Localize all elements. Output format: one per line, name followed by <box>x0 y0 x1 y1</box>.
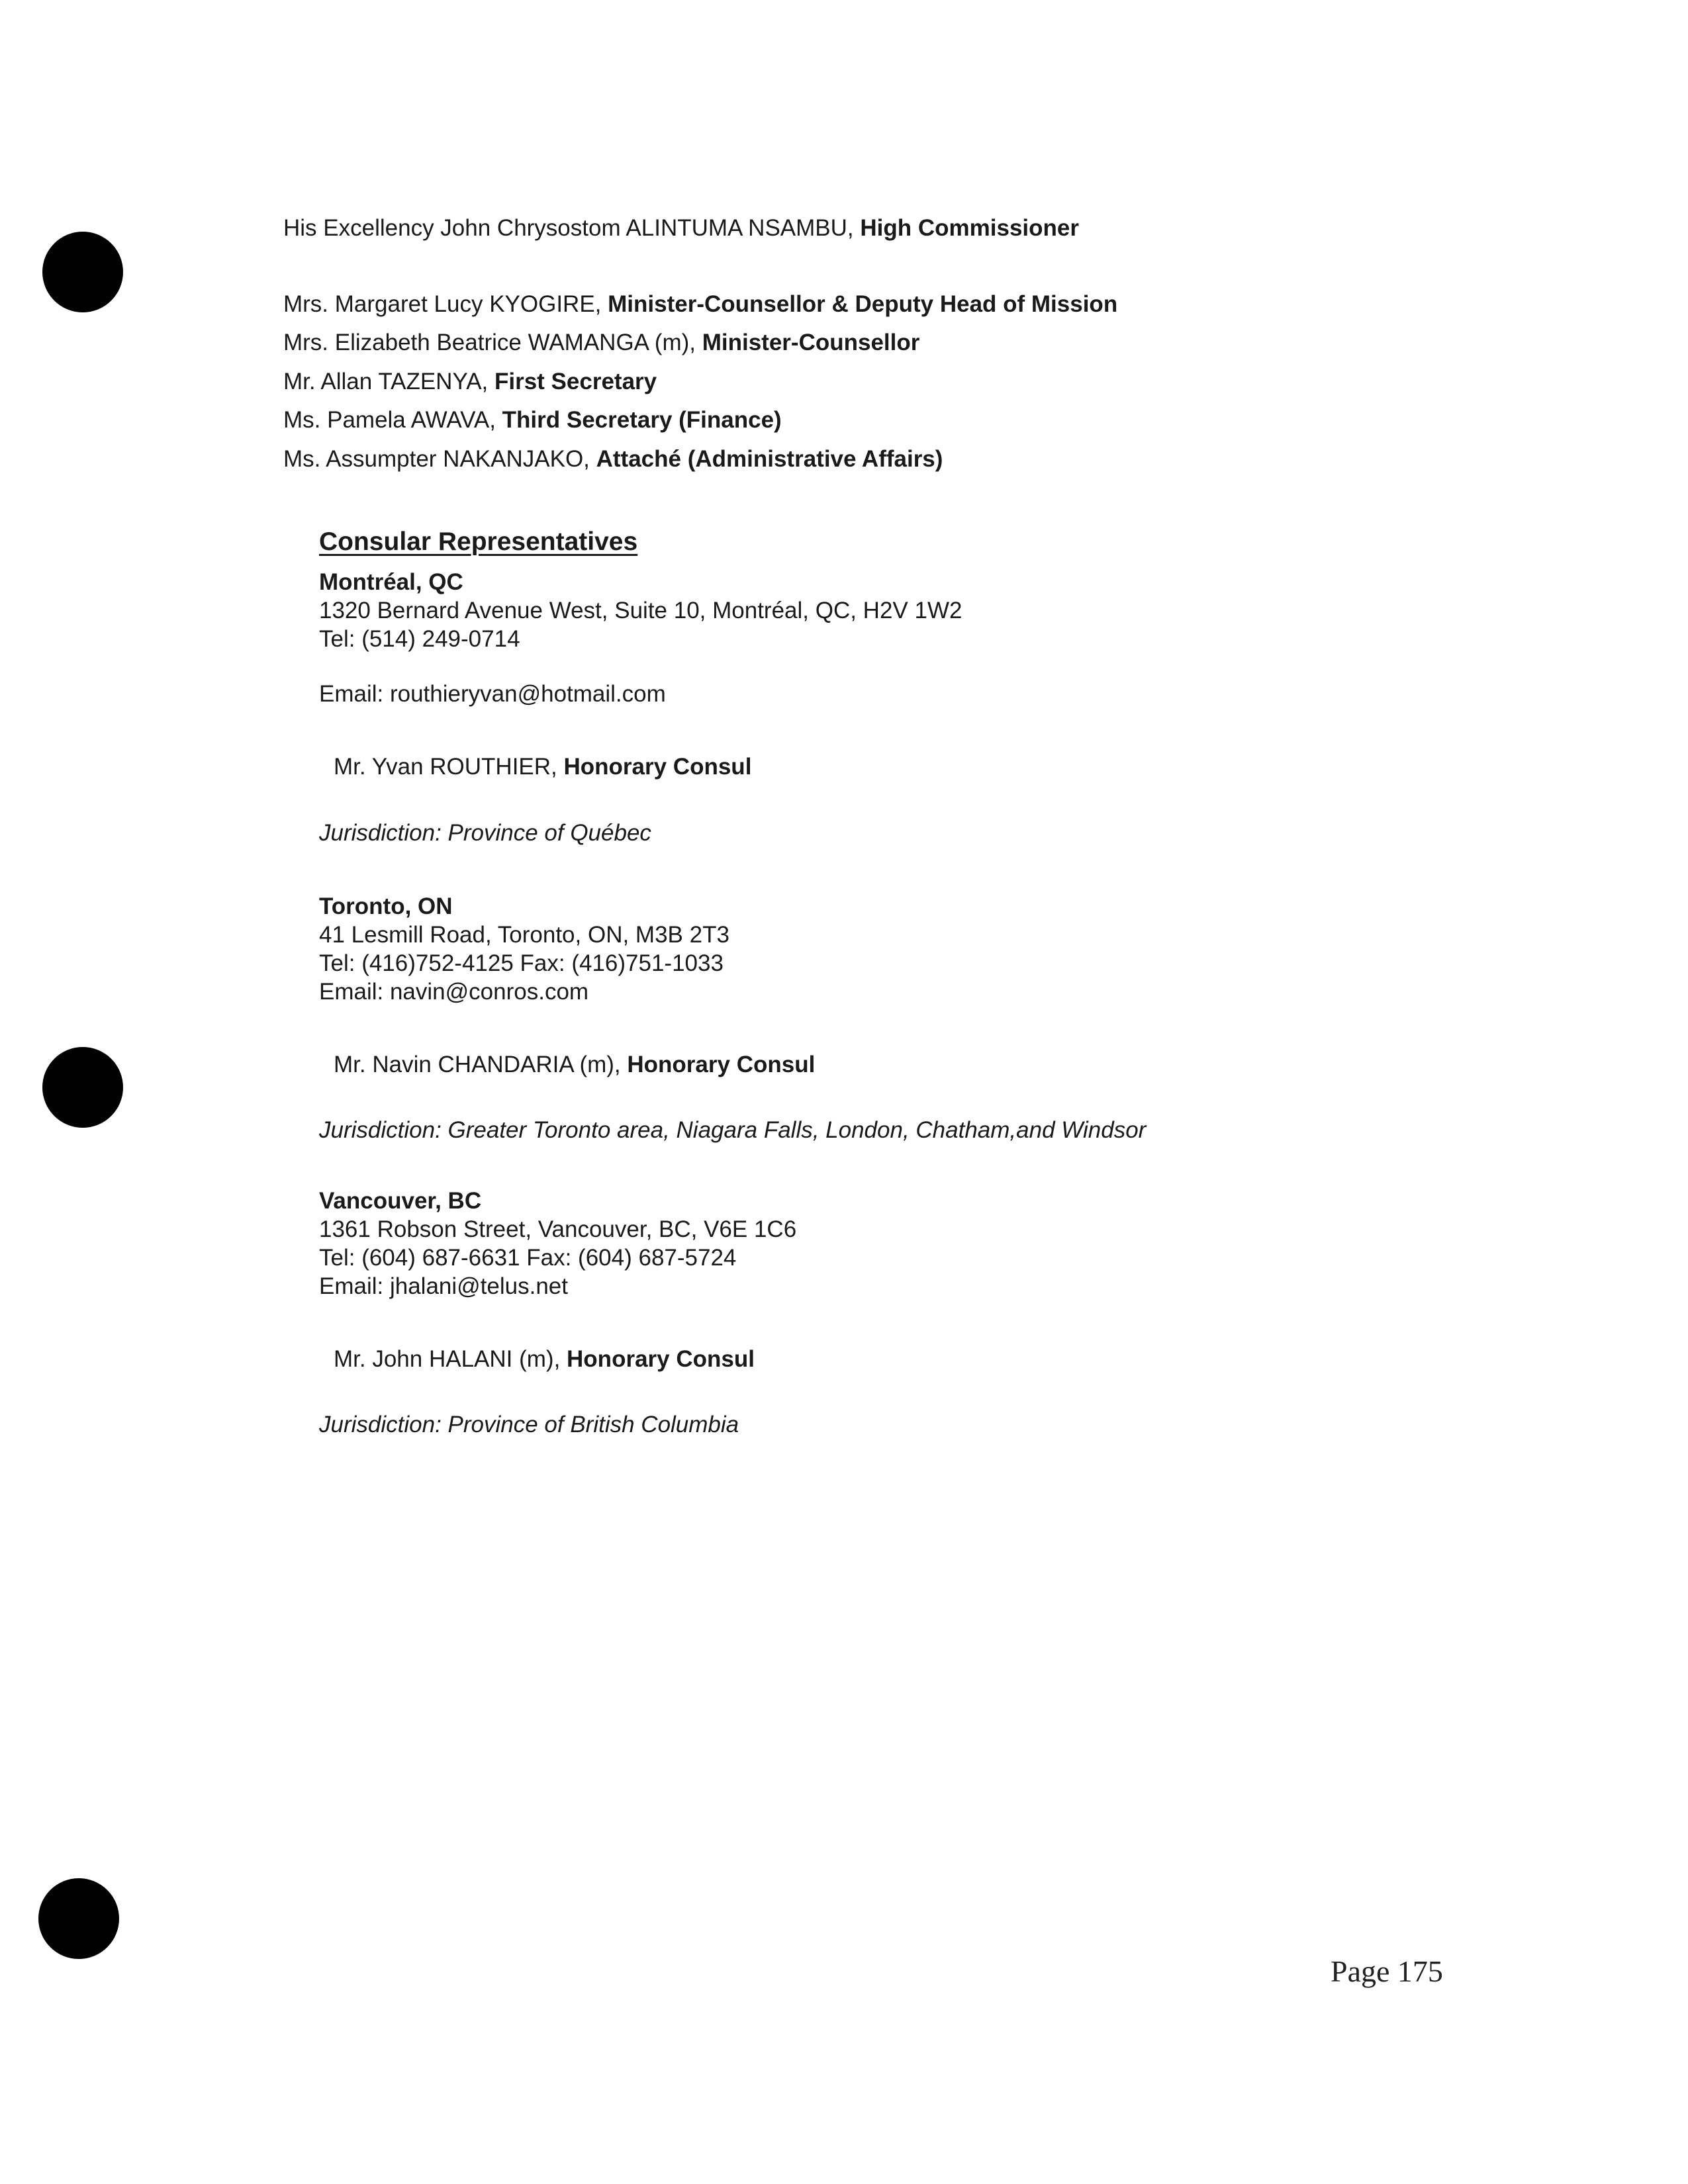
office-address: 1361 Robson Street, Vancouver, BC, V6E 1C6 <box>319 1216 797 1242</box>
staff-name: Ms. Assumpter NAKANJAKO, <box>283 445 596 472</box>
office-email: Email: jhalani@telus.net <box>319 1273 568 1299</box>
staff-title: First Secretary <box>494 368 657 394</box>
staff-title: Minister-Counsellor & Deputy Head of Mission <box>608 291 1118 317</box>
office-email: Email: routhieryvan@hotmail.com <box>319 681 666 707</box>
consul-row <box>334 1050 1146 1079</box>
office-phone: Tel: (604) 687-6631 Fax: (604) 687-5724 <box>319 1245 737 1271</box>
consular-office-toronto <box>319 893 1146 1145</box>
staff-title: High Commissioner <box>860 215 1079 241</box>
staff-row <box>283 363 1117 402</box>
office-address: 1320 Bernard Avenue West, Suite 10, Montréal, QC, H2V 1W2 <box>319 598 962 623</box>
staff-row <box>283 285 1117 324</box>
staff-list <box>283 209 1117 478</box>
office-address: 41 Lesmill Road, Toronto, ON, M3B 2T3 <box>319 922 729 948</box>
staff-name: Mr. Allan TAZENYA, <box>283 368 494 394</box>
consular-office-vancouver <box>319 1187 1146 1439</box>
staff-name: Ms. Pamela AWAVA, <box>283 407 502 433</box>
staff-name: Mrs. Margaret Lucy KYOGIRE, <box>283 291 608 317</box>
page-number: Page 175 <box>1331 1954 1443 1988</box>
consul-row <box>334 1345 1146 1374</box>
office-phone: Tel: (416)752-4125 Fax: (416)751-1033 <box>319 950 724 976</box>
consul-name: Mr. Navin CHANDARIA (m), <box>334 1052 628 1077</box>
office-city: Vancouver, BC <box>319 1188 482 1214</box>
punch-hole-middle <box>42 1047 123 1128</box>
office-phone: Tel: (514) 249-0714 <box>319 626 520 652</box>
consul-title: Honorary Consul <box>563 754 752 780</box>
consular-section <box>319 526 1146 1439</box>
staff-title: Attaché (Administrative Affairs) <box>596 445 943 472</box>
consul-title: Honorary Consul <box>627 1052 816 1077</box>
staff-row <box>283 440 1117 479</box>
staff-row <box>283 324 1117 363</box>
consular-heading: Consular Representatives <box>319 527 638 556</box>
office-email: Email: navin@conros.com <box>319 979 589 1005</box>
staff-title: Minister-Counsellor <box>702 330 920 355</box>
consul-title: Honorary Consul <box>567 1346 755 1372</box>
office-city: Montréal, QC <box>319 569 463 595</box>
consular-office-montreal <box>319 569 1146 848</box>
staff-name: Mrs. Elizabeth Beatrice WAMANGA (m), <box>283 330 702 355</box>
office-jurisdiction: Jurisdiction: Province of Québec <box>319 820 651 846</box>
office-jurisdiction: Jurisdiction: Province of British Columbia <box>319 1412 739 1437</box>
consul-name: Mr. John HALANI (m), <box>334 1346 567 1372</box>
consul-name: Mr. Yvan ROUTHIER, <box>334 754 564 780</box>
punch-hole-top <box>42 232 123 312</box>
consul-row <box>334 752 1146 782</box>
staff-row <box>283 209 1117 248</box>
punch-hole-bottom <box>38 1878 119 1959</box>
staff-title: Third Secretary (Finance) <box>502 407 782 433</box>
office-city: Toronto, ON <box>319 893 453 919</box>
staff-name: His Excellency John Chrysostom ALINTUMA NSAMBU, <box>283 215 861 241</box>
staff-row <box>283 401 1117 440</box>
office-jurisdiction: Jurisdiction: Greater Toronto area, Niagara Falls, London, Chatham,and Windsor <box>319 1117 1147 1143</box>
